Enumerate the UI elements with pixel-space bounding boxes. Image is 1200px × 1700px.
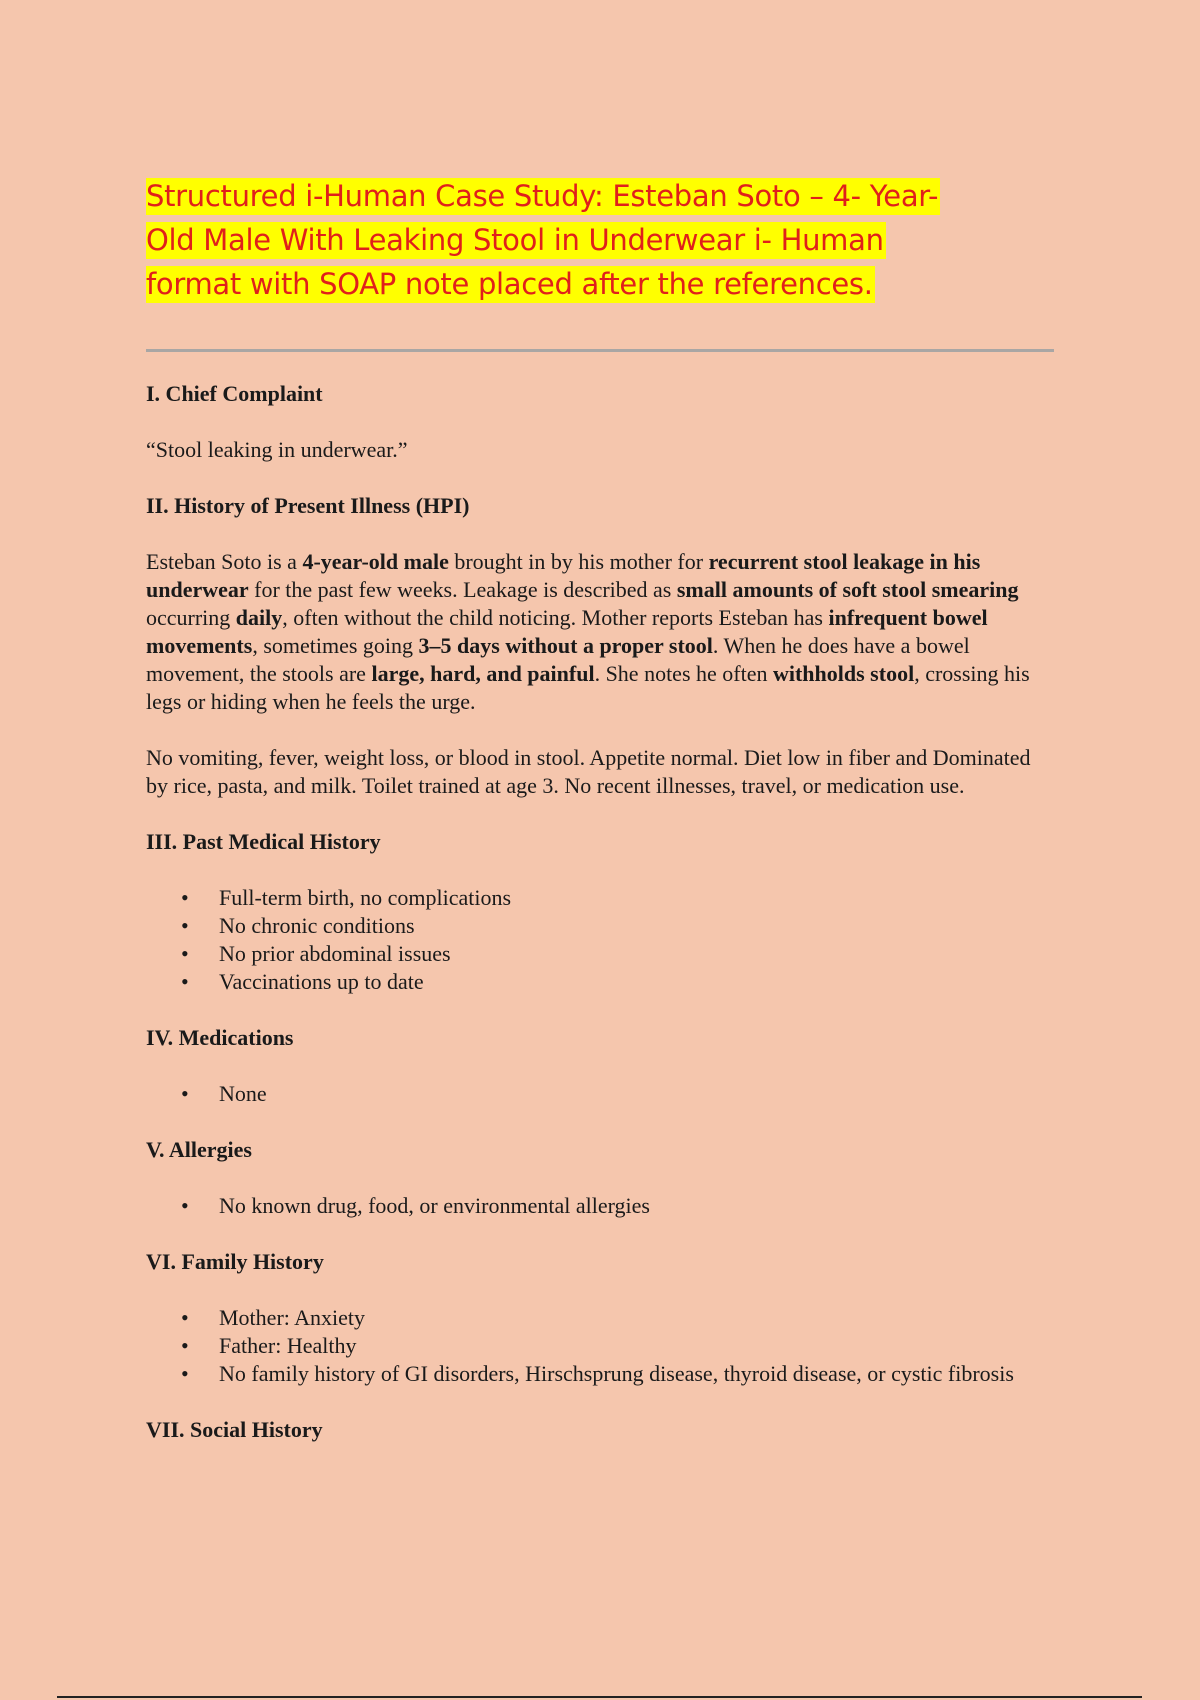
list-item-text: No chronic conditions [219, 913, 415, 938]
bullet-icon: • [181, 1193, 189, 1218]
section-social-history [146, 1416, 1056, 1444]
section-medications [146, 1024, 1056, 1108]
document-page [146, 174, 1056, 1444]
heading-hpi: II. History of Present Illness (HPI) [146, 493, 470, 518]
family-history-list [146, 1304, 1056, 1388]
bullet-icon: • [181, 885, 189, 910]
bullet-icon: • [181, 1081, 189, 1106]
list-item [146, 1080, 1056, 1108]
medications-list [146, 1080, 1056, 1108]
hpi-text: , often without the child noticing. Mother reports Esteban has [282, 605, 829, 630]
hpi-bold-text: 3–5 days without a proper stool [418, 633, 713, 658]
hpi-text: Esteban Soto is a [146, 549, 303, 574]
list-item [146, 968, 1056, 996]
section-chief-complaint [146, 380, 1056, 464]
hpi-text: brought in by his mother for [448, 549, 709, 574]
list-item-text: Full-term birth, no complications [219, 885, 512, 910]
title-line-1: Structured i-Human Case Study: Esteban Soto – 4- Year- [146, 179, 939, 213]
heading-social-history: VII. Social History [146, 1417, 323, 1442]
list-item-text: None [219, 1081, 267, 1106]
hpi-bold-text: 4-year-old male [302, 549, 449, 574]
hpi-bold-text: small amounts of soft stool smearing [676, 577, 1019, 602]
list-item-text: No family history of GI disorders, Hirschsprung disease, thyroid disease, or cystic fibrosis [219, 1361, 1014, 1386]
title-line-3: format with SOAP note placed after the references. [146, 267, 873, 301]
bullet-icon: • [181, 913, 189, 938]
list-item-text: Father: Healthy [219, 1333, 357, 1358]
section-hpi [146, 492, 1056, 800]
heading-allergies: V. Allergies [146, 1137, 252, 1162]
hpi-text: , sometimes going [252, 633, 419, 658]
pmh-list [146, 884, 1056, 996]
heading-medications: IV. Medications [146, 1025, 294, 1050]
list-item [146, 940, 1056, 968]
bullet-icon: • [181, 1361, 189, 1386]
hpi-bold-text: recurrent stool leakage in his underwear [146, 549, 981, 602]
list-item [146, 884, 1056, 912]
heading-family-history: VI. Family History [146, 1249, 324, 1274]
heading-past-medical-history: III. Past Medical History [146, 829, 381, 854]
list-item-text: No known drug, food, or environmental allergies [219, 1193, 650, 1218]
section-family-history [146, 1248, 1056, 1388]
hpi-bold-text: daily [235, 605, 283, 630]
bullet-icon: • [181, 969, 189, 994]
chief-complaint-text: “Stool leaking in underwear.” [146, 437, 408, 462]
list-item-text: Vaccinations up to date [219, 969, 424, 994]
section-allergies [146, 1136, 1056, 1220]
bullet-icon: • [181, 1333, 189, 1358]
bullet-icon: • [181, 1305, 189, 1330]
allergies-list [146, 1192, 1056, 1220]
list-item [146, 912, 1056, 940]
hpi-bold-text: infrequent bowel movements [146, 605, 988, 658]
list-item-text: Mother: Anxiety [219, 1305, 366, 1330]
hpi-text: , crossing his legs or hiding when he feels the urge. [146, 661, 1030, 714]
hpi-paragraph-1 [146, 548, 1056, 716]
hpi-paragraph-2: No vomiting, fever, weight loss, or blood in stool. Appetite normal. Diet low in fiber and Dominated by rice, pasta, and milk. Toilet trained at age 3. No recent illnesses, travel, or medication use. [146, 745, 1031, 798]
title-line-2: Old Male With Leaking Stool in Underwear i- Human [146, 223, 884, 257]
bullet-icon: • [181, 941, 189, 966]
hpi-text: for the past few weeks. Leakage is described as [248, 577, 677, 602]
document-title [146, 174, 1056, 306]
list-item [146, 1332, 1056, 1360]
hpi-text: occurring [146, 605, 236, 630]
list-item [146, 1304, 1056, 1332]
hpi-text: . She notes he often [594, 661, 773, 686]
list-item [146, 1192, 1056, 1220]
hpi-bold-text: withholds stool [772, 661, 915, 686]
hpi-text: . When he does have a bowel movement, the stools are [146, 633, 970, 686]
hpi-bold-text: large, hard, and painful [371, 661, 595, 686]
list-item-text: No prior abdominal issues [219, 941, 451, 966]
list-item [146, 1360, 1056, 1388]
heading-chief-complaint: I. Chief Complaint [146, 381, 323, 406]
page-bottom-border [57, 1696, 1142, 1698]
section-past-medical-history [146, 828, 1056, 996]
